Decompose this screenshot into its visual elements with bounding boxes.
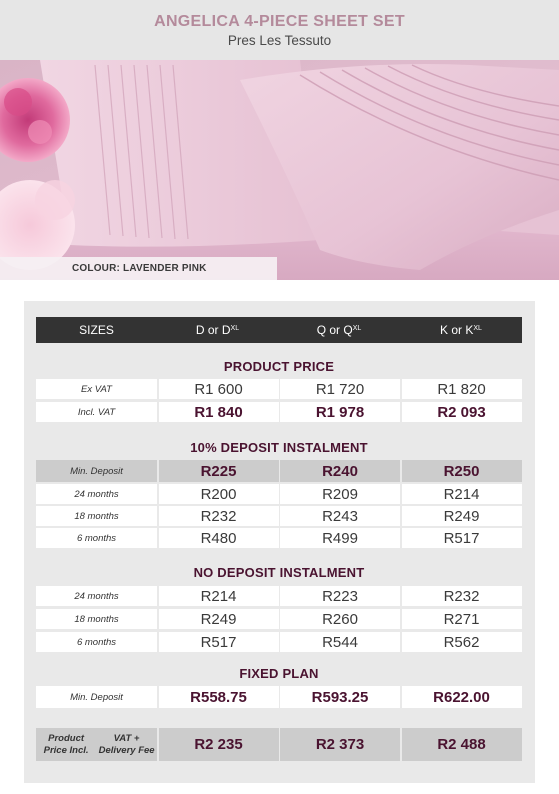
table-row	[36, 402, 522, 422]
row-label: 18 months	[36, 506, 157, 526]
row-label: Incl. VAT	[36, 402, 157, 422]
price-cell: R232	[402, 586, 522, 606]
price-cell: R240	[280, 460, 400, 482]
price-cell: R1 978	[280, 402, 400, 422]
row-label: 24 months	[36, 586, 157, 606]
price-cell: R622.00	[402, 686, 522, 708]
price-cell: R214	[402, 484, 522, 504]
column-header-queen-label: Q or Q	[316, 323, 353, 337]
row-label: 24 months	[36, 484, 157, 504]
price-cell: R480	[159, 528, 279, 548]
price-cell: R271	[402, 609, 522, 629]
table-row	[36, 506, 522, 526]
column-header-double-sup: XL	[230, 325, 240, 332]
section-heading-fixed-plan: FIXED PLAN	[239, 666, 319, 681]
table-row	[36, 484, 522, 504]
brand-subtitle: Pres Les Tessuto	[227, 33, 332, 48]
column-header-king	[400, 323, 522, 337]
price-cell: R544	[280, 632, 400, 652]
price-cell: R249	[159, 609, 279, 629]
price-cell: R225	[159, 460, 279, 482]
price-cell: R2 093	[402, 402, 522, 422]
product-title: ANGELICA 4-PIECE SHEET SET	[154, 13, 405, 30]
table-row	[36, 528, 522, 548]
table-row	[36, 686, 522, 708]
colour-label: COLOUR: LAVENDER PINK	[0, 257, 277, 280]
row-label: Min. Deposit	[36, 686, 157, 708]
price-cell: R1 600	[159, 379, 279, 399]
row-label: 6 months	[36, 632, 157, 652]
row-label: 18 months	[36, 609, 157, 629]
table-header	[36, 317, 522, 343]
table-row	[36, 460, 522, 482]
price-cell: R249	[402, 506, 522, 526]
table-row	[36, 609, 522, 629]
price-cell: R209	[280, 484, 400, 504]
row-label: Min. Deposit	[36, 460, 157, 482]
total-label	[36, 728, 157, 761]
price-cell: R517	[402, 528, 522, 548]
column-header-king-label: K or K	[440, 323, 474, 337]
price-cell: R250	[402, 460, 522, 482]
price-cell: R558.75	[159, 686, 279, 708]
row-label: Ex VAT	[36, 379, 157, 399]
price-panel	[24, 301, 535, 783]
price-cell: R243	[280, 506, 400, 526]
section-heading-no-deposit-instalment: NO DEPOSIT INSTALMENT	[193, 565, 365, 580]
total-price-cell: R2 235	[159, 728, 279, 761]
total-label-line2: VAT + Delivery Fee	[98, 732, 155, 756]
table-row	[36, 586, 522, 606]
price-cell: R1 720	[280, 379, 400, 399]
total-row	[36, 728, 522, 761]
price-cell: R200	[159, 484, 279, 504]
sheet-set-photo-illustration	[0, 60, 559, 280]
table-row	[36, 632, 522, 652]
section-heading-deposit-instalment: 10% DEPOSIT INSTALMENT	[190, 440, 368, 455]
column-header-double-label: D or D	[195, 323, 231, 337]
column-header-queen-sup: XL	[352, 325, 362, 332]
price-cell: R223	[280, 586, 400, 606]
column-header-double	[157, 323, 278, 337]
price-cell: R562	[402, 632, 522, 652]
row-label: 6 months	[36, 528, 157, 548]
price-cell: R214	[159, 586, 279, 606]
price-cell: R1 840	[159, 402, 279, 422]
product-photo	[0, 60, 559, 280]
column-header-sizes: SIZES	[79, 323, 114, 337]
section-heading-product-price: PRODUCT PRICE	[223, 359, 335, 374]
total-price-cell: R2 373	[280, 728, 400, 761]
column-header-king-sup: XL	[473, 325, 482, 332]
table-row	[36, 379, 522, 399]
page-header	[0, 0, 559, 60]
price-cell: R1 820	[402, 379, 522, 399]
column-header-queen	[278, 323, 400, 337]
total-price-cell: R2 488	[402, 728, 522, 761]
price-cell: R232	[159, 506, 279, 526]
price-cell: R499	[280, 528, 400, 548]
price-cell: R517	[159, 632, 279, 652]
price-cell: R593.25	[280, 686, 400, 708]
price-cell: R260	[280, 609, 400, 629]
total-label-line1: Product Price Incl.	[43, 732, 89, 756]
